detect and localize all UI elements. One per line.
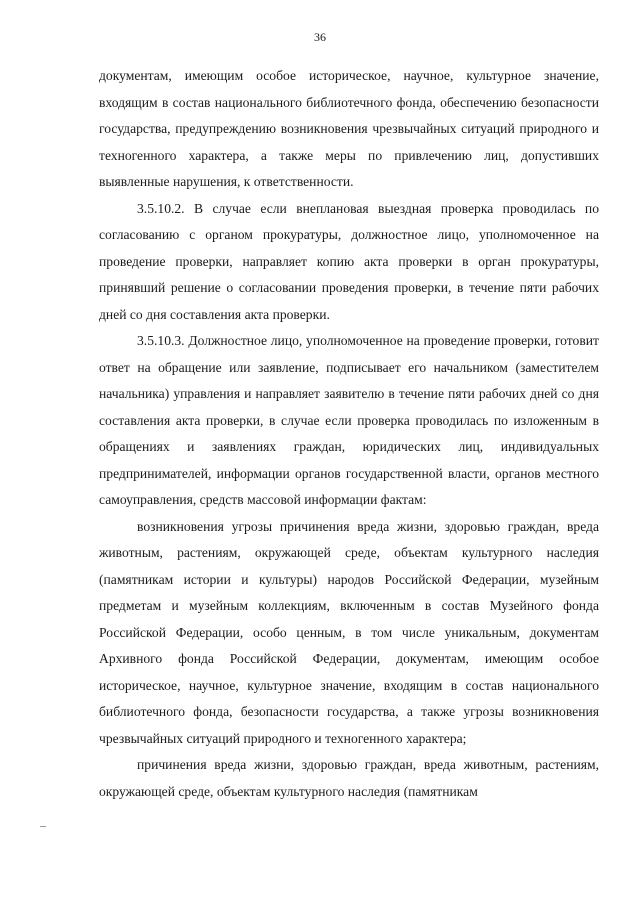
document-body: [99, 63, 599, 805]
page-number: 36: [314, 30, 326, 44]
paragraph-harm-list-item: причинения вреда жизни, здоровью граждан, вреда животным, растениям, окружающей среде, объектам культурного наследия (памятникам: [99, 757, 599, 799]
paragraph-3-5-10-3: 3.5.10.3. Должностное лицо, уполномоченное на проведение проверки, готовит ответ на обращение или заявление, подписывает его начальником (заместителем начальника) управления и направляет заявителю в течение пяти рабочих дней со дня составления акта проверки, в случае если проверка проводилась по изложенным в обращениях и заявлениях граждан, юридических лиц, индивидуальных предпринимателей, информации органов государственной власти, органов местного самоуправления, средств массовой информации фактам:: [99, 333, 599, 507]
margin-mark: –: [40, 818, 46, 832]
paragraph-threat-list-item: возникновения угрозы причинения вреда жизни, здоровью граждан, вреда животным, растениям, окружающей среде, объектам культурного наследия (памятникам истории и культуры) народов Российской Федерации, музейным предметам и музейным коллекциям, включенным в состав Музейного фонда Российской Федерации, особо ценным, в том числе уникальным, документам Архивного фонда Российской Федерации, документам, имеющим особое историческое, научное, культурное значение, входящим в состав национального библиотечного фонда, безопасности государства, а также угрозы возникновения чрезвычайных ситуаций природного и техногенного характера;: [99, 518, 599, 746]
paragraph-3-5-10-2: 3.5.10.2. В случае если внеплановая выездная проверка проводилась по согласованию с органом прокуратуры, должностное лицо, уполномоченное на проведение проверки, направляет копию акта проверки в орган прокуратуры, принявший решение о согласовании проведения проверки, в течение пяти рабочих дней со дня составления акта проверки.: [99, 200, 599, 322]
paragraph-continuation: документам, имеющим особое историческое, научное, культурное значение, входящим в состав национального библиотечного фонда, обеспечению безопасности государства, предупреждению возникновения чрезвычайных ситуаций природного и техногенного характера, а также меры по привлечению лиц, допустивших выявленные нарушения, к ответственности.: [99, 68, 599, 189]
